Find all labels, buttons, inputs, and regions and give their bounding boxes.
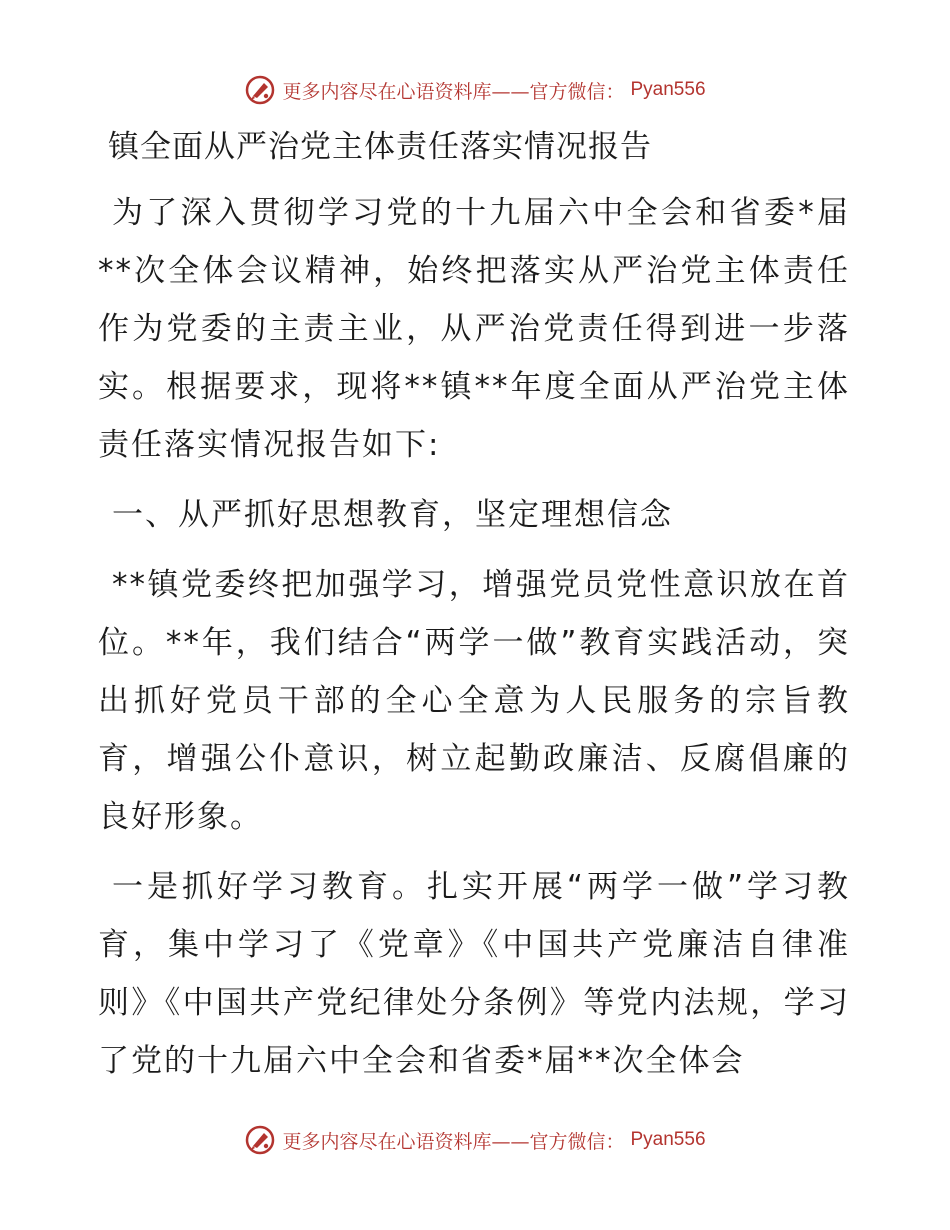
brand-banner: [244, 74, 705, 106]
document-body: [98, 122, 850, 1102]
watermark-text: 更多内容尽在心语资料库——官方微信：: [282, 80, 625, 103]
brand-banner-footer: [244, 1124, 705, 1156]
paragraph-point-1: 一是抓好学习教育。扎实开展“两学一做”学习教育，集中学习了《党章》《中国共产党廉洁自律准则》《中国共产党纪律处分条例》等党内法规，学习了党的十九届六中全会和省委*届**次全体会: [98, 869, 850, 1079]
footer-watermark: [0, 1120, 950, 1160]
pen-logo-icon: [244, 1124, 276, 1156]
pen-logo-icon: [244, 74, 276, 106]
wechat-id: Pyan556: [630, 79, 706, 100]
header-watermark: [0, 70, 950, 110]
paragraph-section-1: **镇党委终把加强学习，增强党员党性意识放在首位。**年，我们结合“两学一做”教育实践活动，突出抓好党员干部的全心全意为人民服务的宗旨教育，增强公仆意识，树立起勤政廉洁、反腐倡廉的良好形象。: [98, 567, 850, 835]
document-title: 镇全面从严治党主体责任落实情况报告: [108, 129, 652, 165]
paragraph-intro: 为了深入贯彻学习党的十九届六中全会和省委*届**次全体会议精神，始终把落实从严治党主体责任作为党委的主责主业，从严治党责任得到进一步落实。根据要求，现将**镇**年度全面从严治党主体责任落实情况报告如下:: [98, 195, 850, 463]
watermark-text-footer: 更多内容尽在心语资料库——官方微信：: [282, 1130, 625, 1153]
section-heading-1: 一、从严抓好思想教育，坚定理想信念: [112, 497, 673, 533]
wechat-id-footer: Pyan556: [630, 1129, 706, 1150]
